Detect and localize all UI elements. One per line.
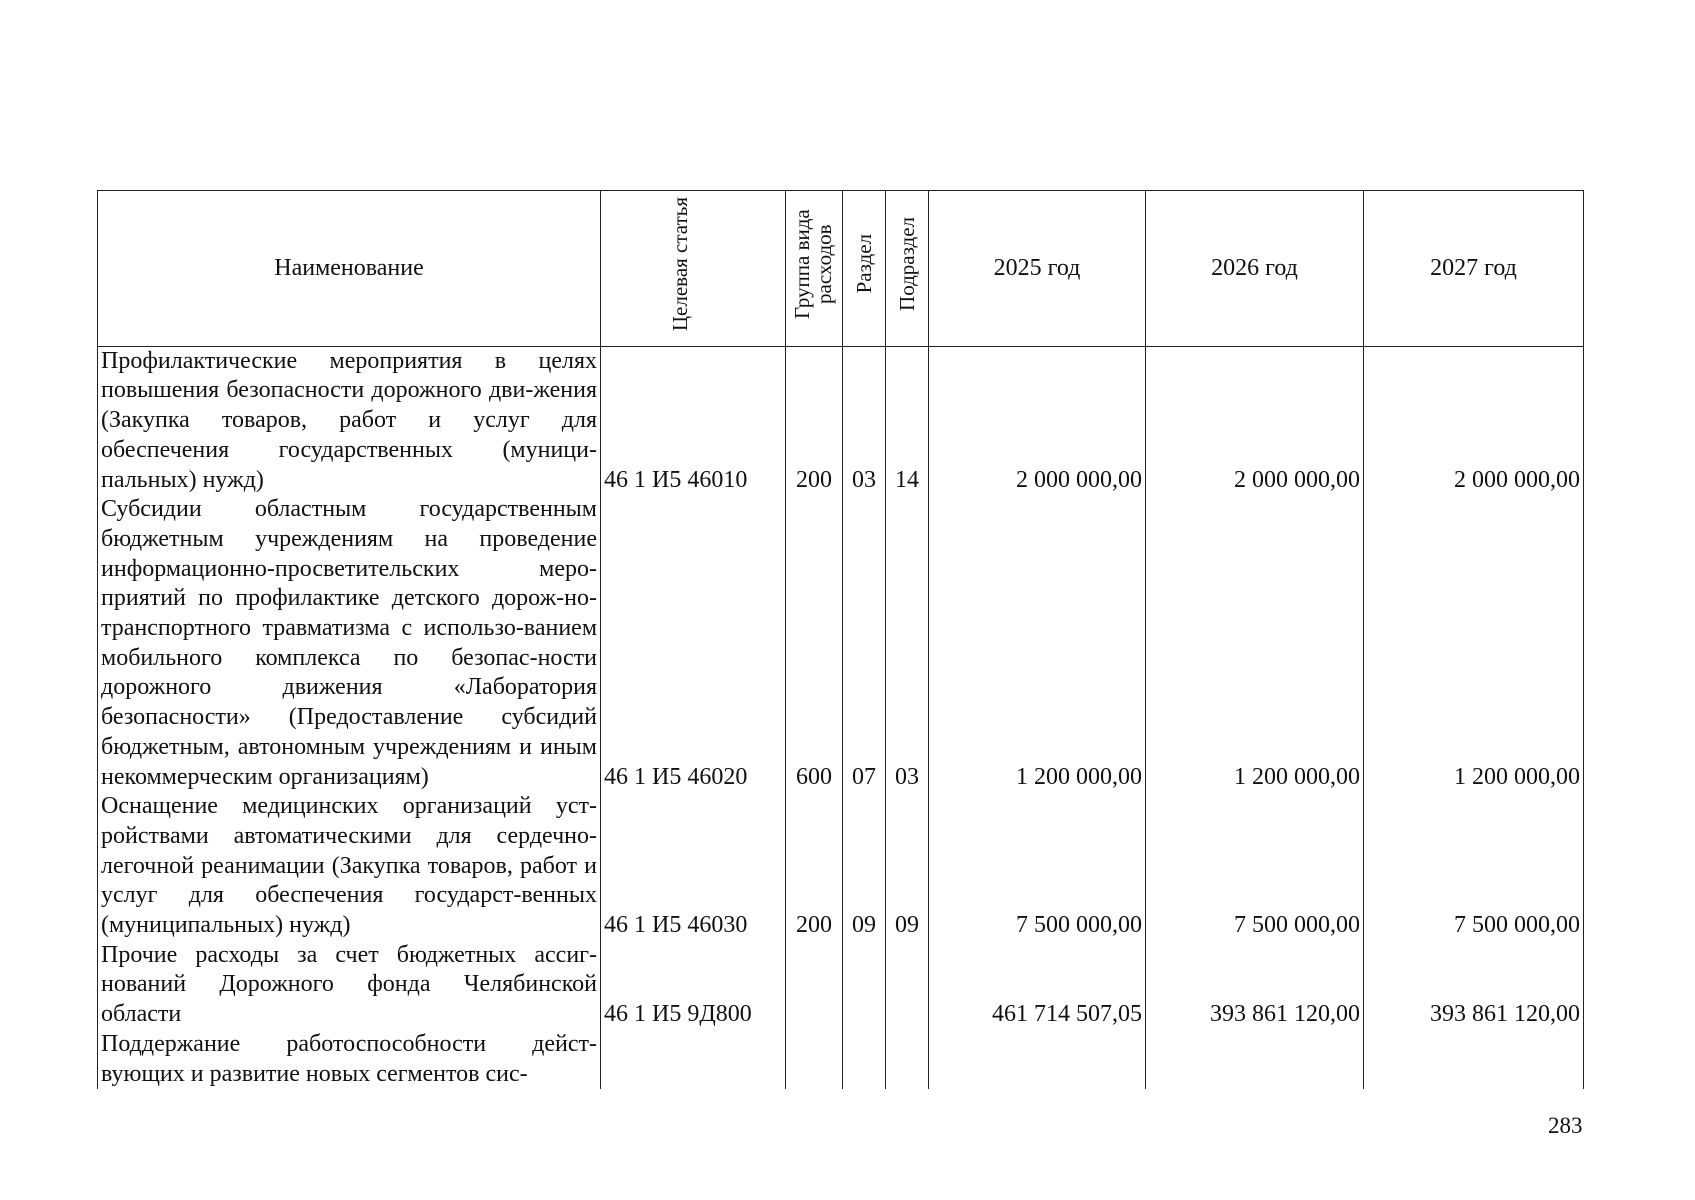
row-name: Прочие расходы за счет бюджетных ассиг-нований Дорожного фонда Челябинской области bbox=[98, 941, 601, 1030]
row-subsection bbox=[886, 941, 929, 1030]
row-target-article: 46 1 И5 9Д800 bbox=[601, 941, 786, 1030]
row-amount-2026 bbox=[1146, 1030, 1364, 1089]
header-expense-group bbox=[786, 191, 843, 347]
budget-table bbox=[97, 190, 1584, 1089]
header-2026: 2026 год bbox=[1146, 191, 1364, 347]
header-subsection-label: Подраздел bbox=[895, 217, 919, 311]
row-amount-2025: 7 500 000,00 bbox=[929, 792, 1146, 941]
header-expense-group-label: Группа вида расходов bbox=[790, 209, 836, 319]
row-section bbox=[843, 1030, 886, 1089]
header-subsection bbox=[886, 191, 929, 347]
row-section: 03 bbox=[843, 346, 886, 495]
header-section bbox=[843, 191, 886, 347]
row-expense-group bbox=[786, 1030, 843, 1089]
row-amount-2027: 1 200 000,00 bbox=[1364, 495, 1584, 792]
header-2025: 2025 год bbox=[929, 191, 1146, 347]
row-amount-2025: 2 000 000,00 bbox=[929, 346, 1146, 495]
table-header-row bbox=[98, 191, 1584, 347]
row-amount-2027: 393 861 120,00 bbox=[1364, 941, 1584, 1030]
table-row bbox=[98, 495, 1584, 792]
row-name: Оснащение медицинских организаций уст-ройствами автоматическими для сердечно-легочной реанимации (Закупка товаров, работ и услуг для обеспечения государст-венных (муниципальных) нужд) bbox=[98, 792, 601, 941]
row-name: Поддержание работоспособности дейст-вующих и развитие новых сегментов сис- bbox=[98, 1030, 601, 1089]
table-row bbox=[98, 346, 1584, 495]
table-row bbox=[98, 941, 1584, 1030]
row-expense-group: 200 bbox=[786, 792, 843, 941]
row-target-article: 46 1 И5 46030 bbox=[601, 792, 786, 941]
header-target-article bbox=[601, 191, 786, 347]
row-amount-2025: 461 714 507,05 bbox=[929, 941, 1146, 1030]
row-amount-2026: 2 000 000,00 bbox=[1146, 346, 1364, 495]
row-subsection bbox=[886, 1030, 929, 1089]
row-amount-2026: 393 861 120,00 bbox=[1146, 941, 1364, 1030]
header-name: Наименование bbox=[98, 191, 601, 347]
row-target-article: 46 1 И5 46010 bbox=[601, 346, 786, 495]
row-amount-2025 bbox=[929, 1030, 1146, 1089]
row-amount-2026: 7 500 000,00 bbox=[1146, 792, 1364, 941]
row-subsection: 03 bbox=[886, 495, 929, 792]
table-row bbox=[98, 792, 1584, 941]
row-amount-2025: 1 200 000,00 bbox=[929, 495, 1146, 792]
row-subsection: 09 bbox=[886, 792, 929, 941]
row-target-article: 46 1 И5 46020 bbox=[601, 495, 786, 792]
row-amount-2026: 1 200 000,00 bbox=[1146, 495, 1364, 792]
row-name: Профилактические мероприятия в целях повышения безопасности дорожного дви-жения (Закупка товаров, работ и услуг для обеспечения государственных (муници-пальных) нужд) bbox=[98, 346, 601, 495]
row-expense-group: 600 bbox=[786, 495, 843, 792]
header-2027: 2027 год bbox=[1364, 191, 1584, 347]
row-section: 07 bbox=[843, 495, 886, 792]
row-expense-group: 200 bbox=[786, 346, 843, 495]
header-target-article-label: Целевая статья bbox=[668, 196, 692, 332]
budget-table-container bbox=[97, 190, 1583, 1089]
header-section-label: Раздел bbox=[852, 234, 876, 294]
page-number: 283 bbox=[1548, 1113, 1583, 1138]
row-amount-2027 bbox=[1364, 1030, 1584, 1089]
row-expense-group bbox=[786, 941, 843, 1030]
row-section bbox=[843, 941, 886, 1030]
row-subsection: 14 bbox=[886, 346, 929, 495]
table-row bbox=[98, 1030, 1584, 1089]
row-amount-2027: 7 500 000,00 bbox=[1364, 792, 1584, 941]
row-name: Субсидии областным государственным бюджетным учреждениям на проведение информационно-просветительских меро-приятий по профилактике детского дорож-но-транспортного травматизма с использо-ванием мобильного комплекса по безопас-ности дорожного движения «Лаборатория безопасности» (Предоставление субсидий бюджетным, автономным учреждениям и иным некоммерческим организациям) bbox=[98, 495, 601, 792]
row-section: 09 bbox=[843, 792, 886, 941]
row-amount-2027: 2 000 000,00 bbox=[1364, 346, 1584, 495]
row-target-article bbox=[601, 1030, 786, 1089]
